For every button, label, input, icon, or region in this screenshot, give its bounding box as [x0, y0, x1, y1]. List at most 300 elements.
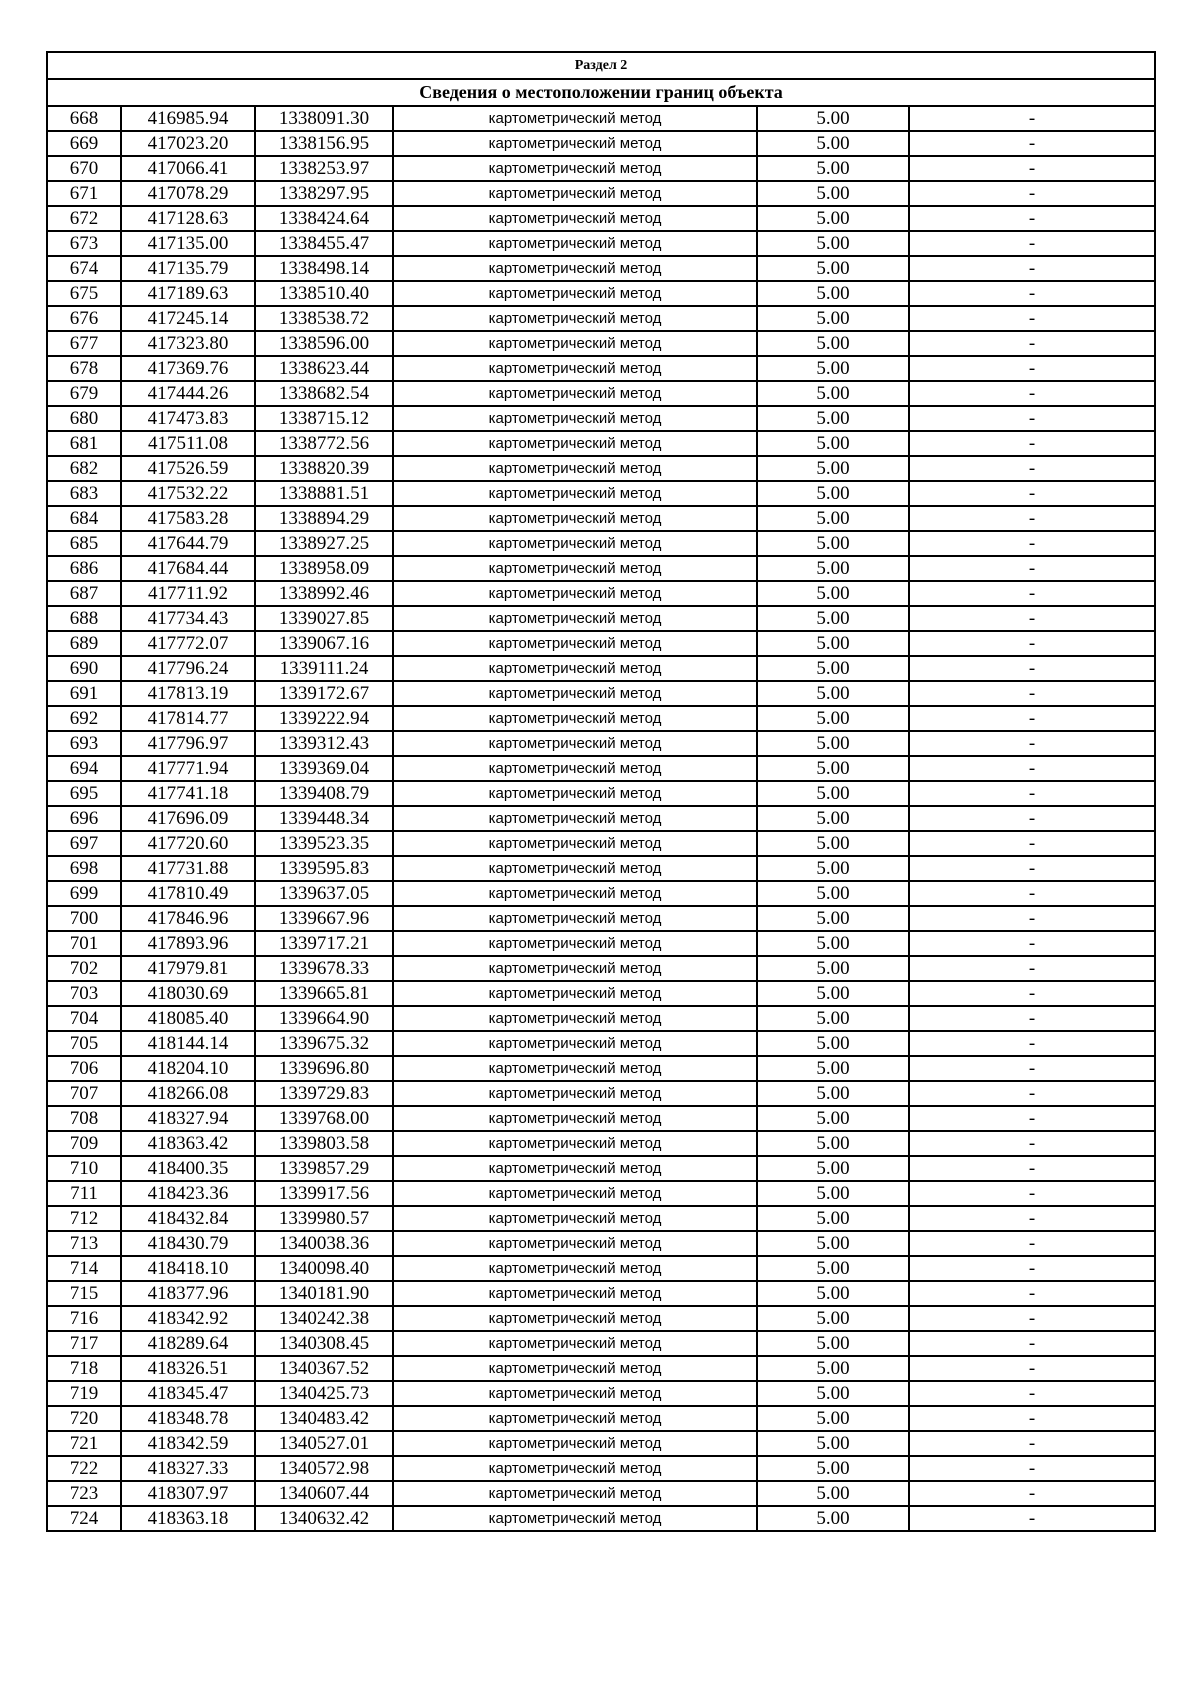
x-coordinate-cell: 418348.78 — [121, 1406, 255, 1431]
table-row — [47, 1481, 1155, 1506]
method-cell: картометрический метод — [393, 1481, 757, 1506]
y-coordinate-cell: 1339667.96 — [255, 906, 393, 931]
point-number-cell: 719 — [47, 1381, 121, 1406]
y-coordinate-cell: 1338623.44 — [255, 356, 393, 381]
table-row — [47, 256, 1155, 281]
method-cell: картометрический метод — [393, 656, 757, 681]
x-coordinate-cell: 418400.35 — [121, 1156, 255, 1181]
table-row — [47, 181, 1155, 206]
point-number-cell: 672 — [47, 206, 121, 231]
method-cell: картометрический метод — [393, 406, 757, 431]
y-coordinate-cell: 1340098.40 — [255, 1256, 393, 1281]
x-coordinate-cell: 417696.09 — [121, 806, 255, 831]
table-row — [47, 281, 1155, 306]
point-number-cell: 698 — [47, 856, 121, 881]
method-cell: картометрический метод — [393, 1381, 757, 1406]
table-row — [47, 106, 1155, 131]
description-cell: - — [909, 1356, 1155, 1381]
x-coordinate-cell: 417473.83 — [121, 406, 255, 431]
y-coordinate-cell: 1339980.57 — [255, 1206, 393, 1231]
description-cell: - — [909, 1231, 1155, 1256]
point-number-cell: 683 — [47, 481, 121, 506]
accuracy-cell: 5.00 — [757, 1231, 909, 1256]
description-cell: - — [909, 206, 1155, 231]
method-cell: картометрический метод — [393, 931, 757, 956]
table-row — [47, 1006, 1155, 1031]
x-coordinate-cell: 418423.36 — [121, 1181, 255, 1206]
x-coordinate-cell: 417135.00 — [121, 231, 255, 256]
table-row — [47, 1231, 1155, 1256]
accuracy-cell: 5.00 — [757, 1506, 909, 1531]
y-coordinate-cell: 1340367.52 — [255, 1356, 393, 1381]
description-cell: - — [909, 1206, 1155, 1231]
accuracy-cell: 5.00 — [757, 706, 909, 731]
accuracy-cell: 5.00 — [757, 256, 909, 281]
table-row — [47, 1156, 1155, 1181]
y-coordinate-cell: 1338297.95 — [255, 181, 393, 206]
x-coordinate-cell: 417526.59 — [121, 456, 255, 481]
description-cell: - — [909, 806, 1155, 831]
description-cell: - — [909, 781, 1155, 806]
point-number-cell: 721 — [47, 1431, 121, 1456]
description-cell: - — [909, 1056, 1155, 1081]
table-row — [47, 681, 1155, 706]
description-cell: - — [909, 531, 1155, 556]
x-coordinate-cell: 417684.44 — [121, 556, 255, 581]
accuracy-cell: 5.00 — [757, 1256, 909, 1281]
method-cell: картометрический метод — [393, 1506, 757, 1531]
table-row — [47, 306, 1155, 331]
description-cell: - — [909, 381, 1155, 406]
point-number-cell: 708 — [47, 1106, 121, 1131]
table-row — [47, 381, 1155, 406]
accuracy-cell: 5.00 — [757, 1031, 909, 1056]
point-number-cell: 676 — [47, 306, 121, 331]
point-number-cell: 707 — [47, 1081, 121, 1106]
method-cell: картометрический метод — [393, 481, 757, 506]
accuracy-cell: 5.00 — [757, 356, 909, 381]
table-row — [47, 781, 1155, 806]
method-cell: картометрический метод — [393, 606, 757, 631]
x-coordinate-cell: 418307.97 — [121, 1481, 255, 1506]
description-cell: - — [909, 1131, 1155, 1156]
method-cell: картометрический метод — [393, 1156, 757, 1181]
x-coordinate-cell: 417066.41 — [121, 156, 255, 181]
y-coordinate-cell: 1338498.14 — [255, 256, 393, 281]
table-row — [47, 1456, 1155, 1481]
table-title: Сведения о местоположении границ объекта — [47, 79, 1155, 106]
description-cell: - — [909, 1106, 1155, 1131]
x-coordinate-cell: 418345.47 — [121, 1381, 255, 1406]
y-coordinate-cell: 1340425.73 — [255, 1381, 393, 1406]
accuracy-cell: 5.00 — [757, 881, 909, 906]
table-row — [47, 131, 1155, 156]
method-cell: картометрический метод — [393, 381, 757, 406]
y-coordinate-cell: 1339523.35 — [255, 831, 393, 856]
method-cell: картометрический метод — [393, 1056, 757, 1081]
y-coordinate-cell: 1338772.56 — [255, 431, 393, 456]
accuracy-cell: 5.00 — [757, 1406, 909, 1431]
x-coordinate-cell: 418327.94 — [121, 1106, 255, 1131]
point-number-cell: 694 — [47, 756, 121, 781]
accuracy-cell: 5.00 — [757, 1081, 909, 1106]
point-number-cell: 678 — [47, 356, 121, 381]
x-coordinate-cell: 417741.18 — [121, 781, 255, 806]
table-row — [47, 1181, 1155, 1206]
point-number-cell: 669 — [47, 131, 121, 156]
y-coordinate-cell: 1339917.56 — [255, 1181, 393, 1206]
y-coordinate-cell: 1338538.72 — [255, 306, 393, 331]
accuracy-cell: 5.00 — [757, 1356, 909, 1381]
description-cell: - — [909, 931, 1155, 956]
accuracy-cell: 5.00 — [757, 1006, 909, 1031]
point-number-cell: 704 — [47, 1006, 121, 1031]
x-coordinate-cell: 418377.96 — [121, 1281, 255, 1306]
table-row — [47, 1131, 1155, 1156]
description-cell: - — [909, 1481, 1155, 1506]
x-coordinate-cell: 417720.60 — [121, 831, 255, 856]
y-coordinate-cell: 1338927.25 — [255, 531, 393, 556]
point-number-cell: 716 — [47, 1306, 121, 1331]
description-cell: - — [909, 731, 1155, 756]
table-row — [47, 631, 1155, 656]
y-coordinate-cell: 1339857.29 — [255, 1156, 393, 1181]
y-coordinate-cell: 1338820.39 — [255, 456, 393, 481]
method-cell: картометрический метод — [393, 1006, 757, 1031]
table-row — [47, 856, 1155, 881]
description-cell: - — [909, 1256, 1155, 1281]
method-cell: картометрический метод — [393, 1281, 757, 1306]
y-coordinate-cell: 1339637.05 — [255, 881, 393, 906]
method-cell: картометрический метод — [393, 1456, 757, 1481]
x-coordinate-cell: 418085.40 — [121, 1006, 255, 1031]
point-number-cell: 687 — [47, 581, 121, 606]
table-row — [47, 956, 1155, 981]
table-row — [47, 1056, 1155, 1081]
point-number-cell: 670 — [47, 156, 121, 181]
description-cell: - — [909, 431, 1155, 456]
x-coordinate-cell: 418266.08 — [121, 1081, 255, 1106]
table-row — [47, 1431, 1155, 1456]
point-number-cell: 680 — [47, 406, 121, 431]
x-coordinate-cell: 417644.79 — [121, 531, 255, 556]
description-cell: - — [909, 631, 1155, 656]
description-cell: - — [909, 756, 1155, 781]
table-row — [47, 1031, 1155, 1056]
point-number-cell: 692 — [47, 706, 121, 731]
method-cell: картометрический метод — [393, 956, 757, 981]
point-number-cell: 677 — [47, 331, 121, 356]
accuracy-cell: 5.00 — [757, 1106, 909, 1131]
x-coordinate-cell: 417128.63 — [121, 206, 255, 231]
table-row — [47, 1381, 1155, 1406]
description-cell: - — [909, 956, 1155, 981]
y-coordinate-cell: 1340483.42 — [255, 1406, 393, 1431]
method-cell: картометрический метод — [393, 631, 757, 656]
accuracy-cell: 5.00 — [757, 431, 909, 456]
y-coordinate-cell: 1338424.64 — [255, 206, 393, 231]
description-cell: - — [909, 606, 1155, 631]
description-cell: - — [909, 506, 1155, 531]
description-cell: - — [909, 1381, 1155, 1406]
x-coordinate-cell: 417189.63 — [121, 281, 255, 306]
accuracy-cell: 5.00 — [757, 1181, 909, 1206]
method-cell: картометрический метод — [393, 1231, 757, 1256]
accuracy-cell: 5.00 — [757, 156, 909, 181]
method-cell: картометрический метод — [393, 531, 757, 556]
x-coordinate-cell: 418144.14 — [121, 1031, 255, 1056]
method-cell: картометрический метод — [393, 131, 757, 156]
y-coordinate-cell: 1339027.85 — [255, 606, 393, 631]
y-coordinate-cell: 1340632.42 — [255, 1506, 393, 1531]
table-body — [47, 106, 1155, 1531]
method-cell: картометрический метод — [393, 1081, 757, 1106]
accuracy-cell: 5.00 — [757, 206, 909, 231]
x-coordinate-cell: 417444.26 — [121, 381, 255, 406]
x-coordinate-cell: 416985.94 — [121, 106, 255, 131]
y-coordinate-cell: 1338455.47 — [255, 231, 393, 256]
description-cell: - — [909, 131, 1155, 156]
accuracy-cell: 5.00 — [757, 106, 909, 131]
x-coordinate-cell: 418342.59 — [121, 1431, 255, 1456]
table-row — [47, 1331, 1155, 1356]
y-coordinate-cell: 1340181.90 — [255, 1281, 393, 1306]
point-number-cell: 675 — [47, 281, 121, 306]
point-number-cell: 685 — [47, 531, 121, 556]
description-cell: - — [909, 906, 1155, 931]
y-coordinate-cell: 1339369.04 — [255, 756, 393, 781]
y-coordinate-cell: 1339067.16 — [255, 631, 393, 656]
accuracy-cell: 5.00 — [757, 731, 909, 756]
x-coordinate-cell: 418289.64 — [121, 1331, 255, 1356]
table-row — [47, 731, 1155, 756]
accuracy-cell: 5.00 — [757, 1331, 909, 1356]
description-cell: - — [909, 231, 1155, 256]
accuracy-cell: 5.00 — [757, 506, 909, 531]
y-coordinate-cell: 1339675.32 — [255, 1031, 393, 1056]
method-cell: картометрический метод — [393, 1181, 757, 1206]
table-row — [47, 881, 1155, 906]
table-row — [47, 506, 1155, 531]
accuracy-cell: 5.00 — [757, 631, 909, 656]
accuracy-cell: 5.00 — [757, 906, 909, 931]
x-coordinate-cell: 417135.79 — [121, 256, 255, 281]
y-coordinate-cell: 1338510.40 — [255, 281, 393, 306]
accuracy-cell: 5.00 — [757, 931, 909, 956]
table-row — [47, 806, 1155, 831]
table-row — [47, 556, 1155, 581]
table-row — [47, 456, 1155, 481]
x-coordinate-cell: 417323.80 — [121, 331, 255, 356]
accuracy-cell: 5.00 — [757, 531, 909, 556]
method-cell: картометрический метод — [393, 731, 757, 756]
y-coordinate-cell: 1338253.97 — [255, 156, 393, 181]
point-number-cell: 679 — [47, 381, 121, 406]
table-row — [47, 1506, 1155, 1531]
point-number-cell: 712 — [47, 1206, 121, 1231]
x-coordinate-cell: 418432.84 — [121, 1206, 255, 1231]
x-coordinate-cell: 418418.10 — [121, 1256, 255, 1281]
point-number-cell: 702 — [47, 956, 121, 981]
accuracy-cell: 5.00 — [757, 1131, 909, 1156]
x-coordinate-cell: 418430.79 — [121, 1231, 255, 1256]
point-number-cell: 697 — [47, 831, 121, 856]
x-coordinate-cell: 417245.14 — [121, 306, 255, 331]
table-row — [47, 1281, 1155, 1306]
section-header-row — [47, 52, 1155, 79]
x-coordinate-cell: 417511.08 — [121, 431, 255, 456]
accuracy-cell: 5.00 — [757, 781, 909, 806]
point-number-cell: 705 — [47, 1031, 121, 1056]
table-row — [47, 981, 1155, 1006]
point-number-cell: 673 — [47, 231, 121, 256]
method-cell: картометрический метод — [393, 281, 757, 306]
y-coordinate-cell: 1339803.58 — [255, 1131, 393, 1156]
method-cell: картометрический метод — [393, 206, 757, 231]
description-cell: - — [909, 1031, 1155, 1056]
x-coordinate-cell: 417813.19 — [121, 681, 255, 706]
accuracy-cell: 5.00 — [757, 306, 909, 331]
table-row — [47, 406, 1155, 431]
y-coordinate-cell: 1339448.34 — [255, 806, 393, 831]
accuracy-cell: 5.00 — [757, 1306, 909, 1331]
table-row — [47, 531, 1155, 556]
x-coordinate-cell: 417771.94 — [121, 756, 255, 781]
table-row — [47, 1406, 1155, 1431]
description-cell: - — [909, 181, 1155, 206]
accuracy-cell: 5.00 — [757, 331, 909, 356]
method-cell: картометрический метод — [393, 156, 757, 181]
x-coordinate-cell: 417796.24 — [121, 656, 255, 681]
point-number-cell: 722 — [47, 1456, 121, 1481]
method-cell: картометрический метод — [393, 806, 757, 831]
description-cell: - — [909, 331, 1155, 356]
y-coordinate-cell: 1339222.94 — [255, 706, 393, 731]
point-number-cell: 700 — [47, 906, 121, 931]
description-cell: - — [909, 856, 1155, 881]
x-coordinate-cell: 418327.33 — [121, 1456, 255, 1481]
y-coordinate-cell: 1339312.43 — [255, 731, 393, 756]
y-coordinate-cell: 1338091.30 — [255, 106, 393, 131]
table-row — [47, 656, 1155, 681]
description-cell: - — [909, 1431, 1155, 1456]
boundary-table — [46, 51, 1156, 1532]
accuracy-cell: 5.00 — [757, 1156, 909, 1181]
point-number-cell: 674 — [47, 256, 121, 281]
y-coordinate-cell: 1338881.51 — [255, 481, 393, 506]
y-coordinate-cell: 1338156.95 — [255, 131, 393, 156]
table-row — [47, 1206, 1155, 1231]
table-row — [47, 231, 1155, 256]
method-cell: картометрический метод — [393, 556, 757, 581]
point-number-cell: 671 — [47, 181, 121, 206]
accuracy-cell: 5.00 — [757, 656, 909, 681]
description-cell: - — [909, 156, 1155, 181]
table-row — [47, 581, 1155, 606]
point-number-cell: 717 — [47, 1331, 121, 1356]
y-coordinate-cell: 1339696.80 — [255, 1056, 393, 1081]
point-number-cell: 714 — [47, 1256, 121, 1281]
x-coordinate-cell: 417711.92 — [121, 581, 255, 606]
y-coordinate-cell: 1338596.00 — [255, 331, 393, 356]
x-coordinate-cell: 418342.92 — [121, 1306, 255, 1331]
x-coordinate-cell: 418204.10 — [121, 1056, 255, 1081]
section-title: Раздел 2 — [47, 52, 1155, 79]
y-coordinate-cell: 1338682.54 — [255, 381, 393, 406]
y-coordinate-cell: 1339595.83 — [255, 856, 393, 881]
x-coordinate-cell: 417583.28 — [121, 506, 255, 531]
description-cell: - — [909, 306, 1155, 331]
accuracy-cell: 5.00 — [757, 981, 909, 1006]
point-number-cell: 709 — [47, 1131, 121, 1156]
table-row — [47, 1356, 1155, 1381]
accuracy-cell: 5.00 — [757, 581, 909, 606]
table-row — [47, 831, 1155, 856]
accuracy-cell: 5.00 — [757, 1206, 909, 1231]
accuracy-cell: 5.00 — [757, 1281, 909, 1306]
description-cell: - — [909, 1156, 1155, 1181]
point-number-cell: 703 — [47, 981, 121, 1006]
accuracy-cell: 5.00 — [757, 131, 909, 156]
x-coordinate-cell: 418363.42 — [121, 1131, 255, 1156]
description-cell: - — [909, 556, 1155, 581]
point-number-cell: 668 — [47, 106, 121, 131]
description-cell: - — [909, 681, 1155, 706]
point-number-cell: 720 — [47, 1406, 121, 1431]
y-coordinate-cell: 1339729.83 — [255, 1081, 393, 1106]
point-number-cell: 699 — [47, 881, 121, 906]
table-row — [47, 1256, 1155, 1281]
description-cell: - — [909, 406, 1155, 431]
point-number-cell: 693 — [47, 731, 121, 756]
accuracy-cell: 5.00 — [757, 381, 909, 406]
description-cell: - — [909, 481, 1155, 506]
method-cell: картометрический метод — [393, 356, 757, 381]
x-coordinate-cell: 417814.77 — [121, 706, 255, 731]
description-cell: - — [909, 1406, 1155, 1431]
y-coordinate-cell: 1340607.44 — [255, 1481, 393, 1506]
table-row — [47, 756, 1155, 781]
table-row — [47, 481, 1155, 506]
accuracy-cell: 5.00 — [757, 831, 909, 856]
accuracy-cell: 5.00 — [757, 806, 909, 831]
method-cell: картометрический метод — [393, 1031, 757, 1056]
description-cell: - — [909, 256, 1155, 281]
point-number-cell: 689 — [47, 631, 121, 656]
accuracy-cell: 5.00 — [757, 956, 909, 981]
description-cell: - — [909, 106, 1155, 131]
table-row — [47, 356, 1155, 381]
x-coordinate-cell: 417023.20 — [121, 131, 255, 156]
x-coordinate-cell: 417772.07 — [121, 631, 255, 656]
method-cell: картометрический метод — [393, 1306, 757, 1331]
description-cell: - — [909, 1281, 1155, 1306]
y-coordinate-cell: 1338715.12 — [255, 406, 393, 431]
accuracy-cell: 5.00 — [757, 606, 909, 631]
point-number-cell: 691 — [47, 681, 121, 706]
point-number-cell: 724 — [47, 1506, 121, 1531]
method-cell: картометрический метод — [393, 1106, 757, 1131]
description-cell: - — [909, 1081, 1155, 1106]
method-cell: картометрический метод — [393, 681, 757, 706]
y-coordinate-cell: 1340038.36 — [255, 1231, 393, 1256]
method-cell: картометрический метод — [393, 906, 757, 931]
point-number-cell: 701 — [47, 931, 121, 956]
x-coordinate-cell: 418363.18 — [121, 1506, 255, 1531]
description-cell: - — [909, 1506, 1155, 1531]
y-coordinate-cell: 1339665.81 — [255, 981, 393, 1006]
y-coordinate-cell: 1339408.79 — [255, 781, 393, 806]
